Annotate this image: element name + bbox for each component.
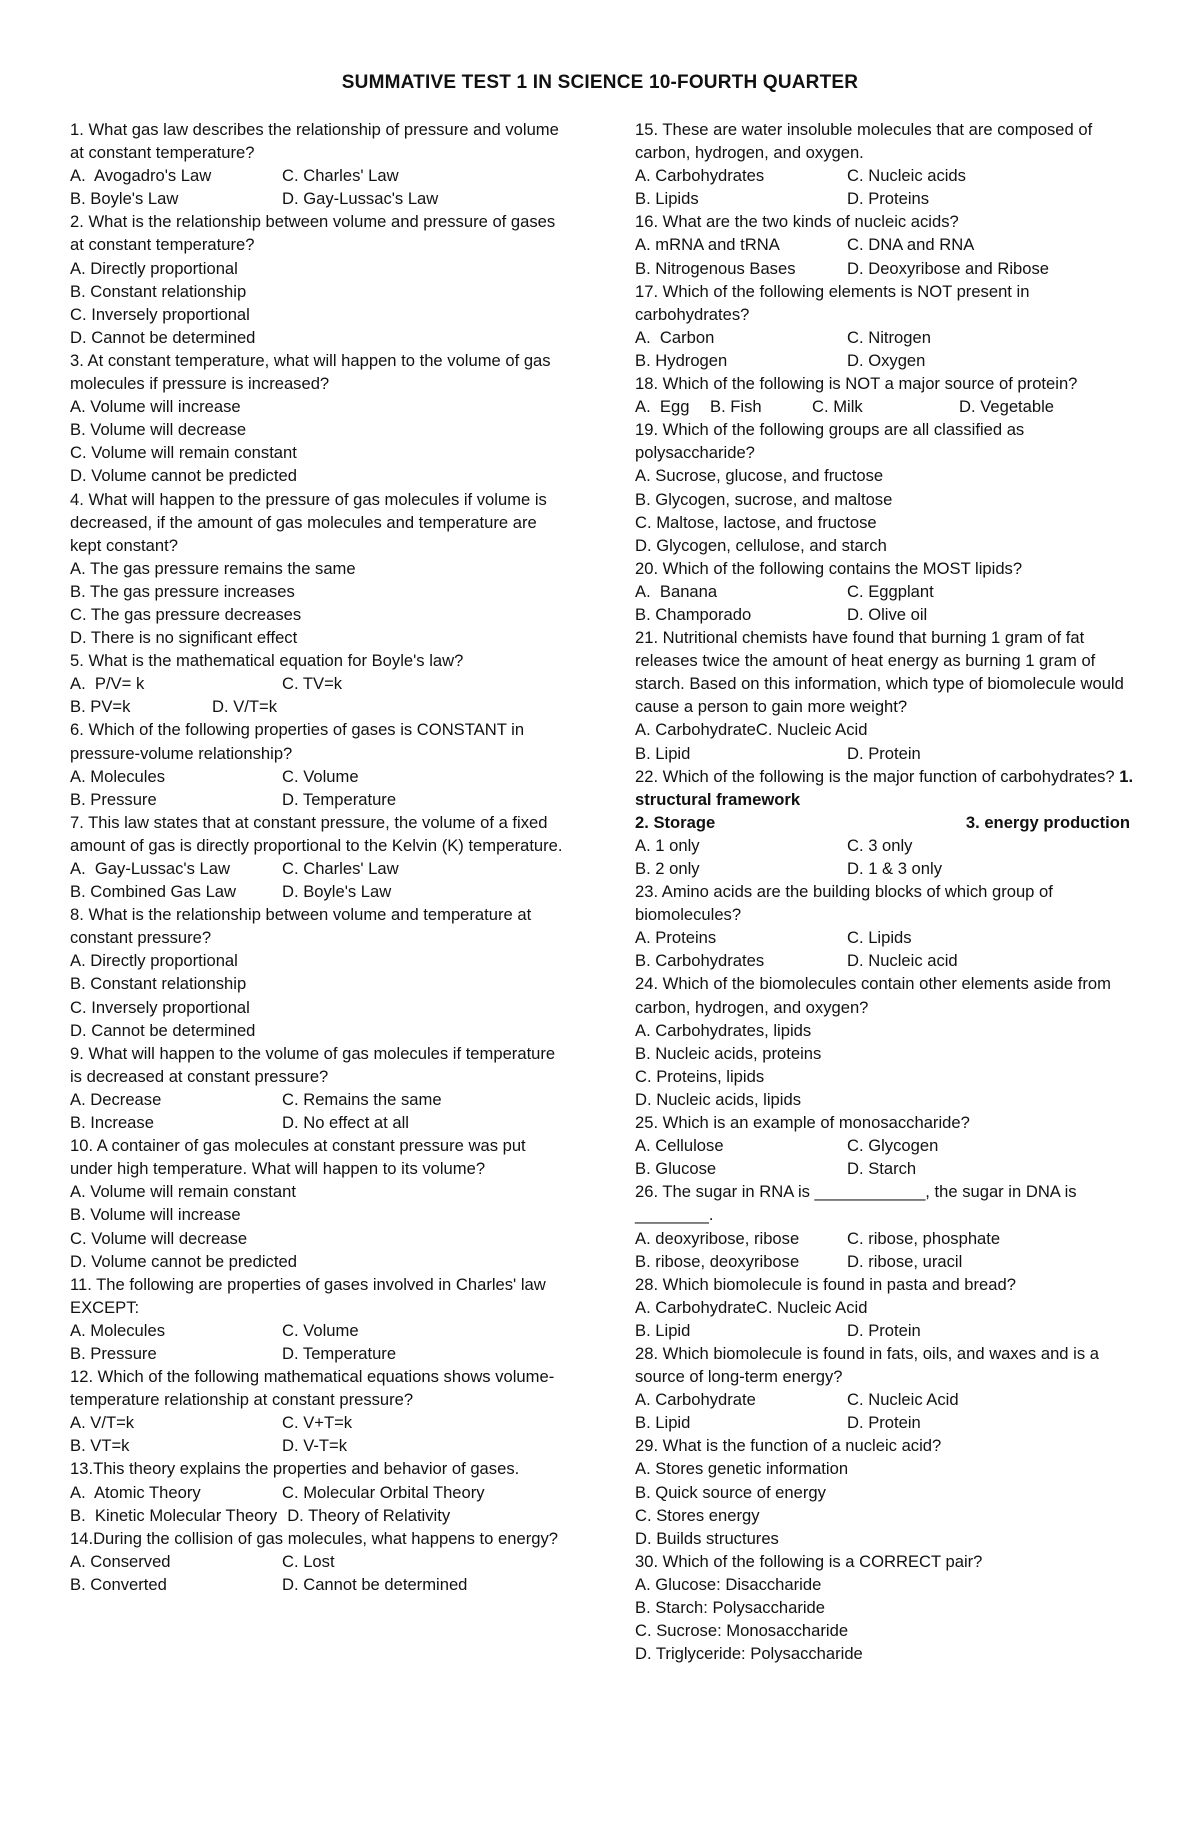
choice: A. Directly proportional xyxy=(70,258,238,278)
choice: D. Gay-Lussac's Law xyxy=(282,189,439,209)
choice: C. Maltose, lactose, and fructose xyxy=(635,512,877,532)
choice: D. Theory of Relativity xyxy=(287,1505,451,1525)
choice: D. Boyle's Law xyxy=(282,882,392,902)
choice: C. Stores energy xyxy=(635,1505,760,1525)
option-row xyxy=(70,880,570,903)
option-row xyxy=(635,949,1140,972)
question-text: 26. The sugar in RNA is ____________, the sugar in DNA is ________. xyxy=(635,1182,1077,1225)
choice: C. Inversely proportional xyxy=(70,997,250,1017)
choice: D. Deoxyribose and Ribose xyxy=(847,258,1049,278)
choice: 2. Storage xyxy=(635,812,716,832)
choice: A. Egg xyxy=(635,397,690,417)
option-row xyxy=(70,1550,570,1573)
choice: C. Volume xyxy=(282,1320,359,1340)
question-text: 20. Which of the following contains the MOST lipids? xyxy=(635,558,1023,578)
choice: B. Pressure xyxy=(70,1343,157,1363)
choice: B. Nitrogenous Bases xyxy=(635,258,796,278)
question-text: 24. Which of the biomolecules contain other elements aside from carbon, hydrogen, and oxygen? xyxy=(635,974,1111,1017)
choice: A. Carbon xyxy=(635,327,715,347)
choice: D. Glycogen, cellulose, and starch xyxy=(635,535,887,555)
choice: C. Glycogen xyxy=(847,1136,939,1156)
question-text: 3. At constant temperature, what will happen to the volume of gas molecules if pressure is increased? xyxy=(70,350,551,394)
choice: D. Vegetable xyxy=(959,397,1055,417)
choice: D. 1 & 3 only xyxy=(847,859,943,878)
option-row xyxy=(635,233,1140,256)
question-text: 14.During the collision of gas molecules, what happens to energy? xyxy=(70,1528,558,1548)
option-row xyxy=(635,926,1140,949)
option-row xyxy=(70,1504,570,1527)
choice: C. DNA and RNA xyxy=(847,235,975,255)
option-row xyxy=(70,187,570,210)
choice: A. Sucrose, glucose, and fructose xyxy=(635,466,884,486)
choice: D. ribose, uracil xyxy=(847,1251,963,1271)
choice: C. Nucleic Acid xyxy=(847,1390,959,1410)
choice: B. Constant relationship xyxy=(70,281,247,301)
choice: A. The gas pressure remains the same xyxy=(70,558,356,578)
choice: D. Temperature xyxy=(282,789,397,809)
option-row xyxy=(70,1088,570,1111)
choice: A. Atomic Theory xyxy=(70,1482,201,1502)
choice: C. Lost xyxy=(282,1551,335,1571)
option-row xyxy=(70,1573,570,1596)
choice: B. Constant relationship xyxy=(70,974,247,994)
choice: D. Starch xyxy=(847,1159,917,1179)
choice: D. Protein xyxy=(847,743,921,763)
option-row xyxy=(635,1157,1140,1180)
choice: B. Fish xyxy=(710,397,762,417)
choice: B. Glucose xyxy=(635,1159,717,1179)
choice: B. Carbohydrates xyxy=(635,951,765,971)
choice: C. Molecular Orbital Theory xyxy=(282,1482,485,1502)
option-row xyxy=(635,834,1140,857)
choice: B. ribose, deoxyribose xyxy=(635,1251,800,1271)
choice: B. PV=k xyxy=(70,697,131,717)
question-text: 5. What is the mathematical equation for Boyle's law? xyxy=(70,651,464,671)
choice: D. Cannot be determined xyxy=(70,327,256,347)
question-text: 30. Which of the following is a CORRECT pair? xyxy=(635,1551,983,1571)
choice: B. Glycogen, sucrose, and maltose xyxy=(635,489,893,509)
question-text: 2. What is the relationship between volume and pressure of gases at constant temperature? xyxy=(70,212,556,255)
choice: B. Converted xyxy=(70,1574,167,1594)
choice: B. The gas pressure increases xyxy=(70,581,295,601)
choice: D. Nucleic acid xyxy=(847,951,958,971)
option-row xyxy=(635,1411,1140,1434)
choice: B. 2 only xyxy=(635,859,700,878)
choice: D. Proteins xyxy=(847,189,930,209)
option-row xyxy=(635,1227,1140,1250)
question-text: 29. What is the function of a nucleic acid? xyxy=(635,1436,942,1456)
choice: B. Quick source of energy xyxy=(635,1482,826,1502)
choice: A. Conserved xyxy=(70,1551,171,1571)
choice: C. Charles' Law xyxy=(282,166,399,186)
question-text: 4. What will happen to the pressure of gas molecules if volume is decreased, if the amount of gas molecules and temperature are kept constant? xyxy=(70,489,547,555)
choice: D. No effect at all xyxy=(282,1113,409,1133)
choice: C. TV=k xyxy=(282,674,343,694)
choice: D. Protein xyxy=(847,1413,921,1433)
option-row xyxy=(70,1111,570,1134)
choice: C. Milk xyxy=(812,397,863,417)
option-row xyxy=(70,1434,570,1457)
choice: B. Combined Gas Law xyxy=(70,882,237,902)
choice: C. Nucleic acids xyxy=(847,166,966,186)
choice: C. Volume will decrease xyxy=(70,1228,248,1248)
choice: D. V/T=k xyxy=(212,697,278,717)
option-row xyxy=(635,395,1140,418)
choice: D. Olive oil xyxy=(847,604,928,624)
question-text: 10. A container of gas molecules at constant pressure was put under high temperature. What will happen to its volume? xyxy=(70,1136,526,1179)
option-row xyxy=(635,1319,1140,1342)
option-row xyxy=(70,672,570,695)
question-text: 28. Which biomolecule is found in fats, oils, and waxes and is a source of long-term energy? xyxy=(635,1343,1099,1387)
choice: D. Nucleic acids, lipids xyxy=(635,1089,801,1109)
choice: D. Cannot be determined xyxy=(282,1574,468,1594)
choice: D. Volume cannot be predicted xyxy=(70,1251,297,1271)
question-text: 25. Which is an example of monosaccharide? xyxy=(635,1113,970,1133)
choice: A. deoxyribose, ribose xyxy=(635,1228,800,1248)
choice: C. V+T=k xyxy=(282,1413,353,1433)
choice: B. VT=k xyxy=(70,1436,130,1456)
option-row xyxy=(70,164,570,187)
choice: C. Volume xyxy=(282,766,359,786)
choice: A. CarbohydrateC. Nucleic Acid xyxy=(635,720,868,740)
choice: D. There is no significant effect xyxy=(70,628,298,648)
choice: C. ribose, phosphate xyxy=(847,1228,1001,1248)
choice: C. The gas pressure decreases xyxy=(70,604,302,624)
choice: D. Protein xyxy=(847,1320,921,1340)
choice: A. Stores genetic information xyxy=(635,1459,849,1479)
option-row xyxy=(70,695,570,718)
choice: A. mRNA and tRNA xyxy=(635,235,780,255)
option-row xyxy=(70,765,570,788)
question-text: 16. What are the two kinds of nucleic acids? xyxy=(635,212,959,232)
option-row xyxy=(70,788,570,811)
question-text: 8. What is the relationship between volume and temperature at constant pressure? xyxy=(70,905,532,948)
choice: A. P/V= k xyxy=(70,674,145,694)
question-bold-option: 1. structural framework xyxy=(635,766,1134,809)
question-text: 9. What will happen to the volume of gas molecules if temperature is decreased at constant pressure? xyxy=(70,1043,556,1086)
question-text: 21. Nutritional chemists have found that burning 1 gram of fat releases twice the amount of heat energy as burning 1 gram of starch. Based on this information, which type of biomolecule would cause a person to gain more weight? xyxy=(635,628,1124,717)
left-column xyxy=(70,118,570,1596)
choice: B. Volume will increase xyxy=(70,1205,241,1225)
choice: B. Lipid xyxy=(635,743,691,763)
choice: A. Banana xyxy=(635,581,718,601)
option-row xyxy=(635,1388,1140,1411)
choice: C. Sucrose: Monosaccharide xyxy=(635,1621,849,1641)
question-text: 6. Which of the following properties of gases is CONSTANT in pressure-volume relationship? xyxy=(70,720,525,763)
choice: B. Nucleic acids, proteins xyxy=(635,1043,822,1063)
choice: B. Lipid xyxy=(635,1413,691,1433)
choice: A. V/T=k xyxy=(70,1413,135,1433)
choice: C. Lipids xyxy=(847,928,912,948)
choice: A. Volume will increase xyxy=(70,397,241,417)
option-row xyxy=(635,349,1140,372)
choice: B. Pressure xyxy=(70,789,157,809)
option-row xyxy=(70,1411,570,1434)
option-row xyxy=(635,326,1140,349)
question-text: 22. Which of the following is the major function of carbohydrates? 1. structural framework xyxy=(635,766,1134,809)
choice: A. Glucose: Disaccharide xyxy=(635,1574,822,1594)
question-text: 18. Which of the following is NOT a major source of protein? xyxy=(635,374,1078,394)
choice: A. 1 only xyxy=(635,835,700,855)
choice: B. Lipids xyxy=(635,189,699,209)
choice: D. Builds structures xyxy=(635,1528,779,1548)
choice: D. Temperature xyxy=(282,1343,397,1363)
question-text: 28. Which biomolecule is found in pasta and bread? xyxy=(635,1274,1016,1294)
choice: A. Proteins xyxy=(635,928,717,948)
choice: C. Charles' Law xyxy=(282,859,399,878)
question-text: 17. Which of the following elements is NOT present in carbohydrates? xyxy=(635,281,1030,324)
choice: C. Remains the same xyxy=(282,1089,442,1109)
choice: A. CarbohydrateC. Nucleic Acid xyxy=(635,1297,868,1317)
option-row xyxy=(635,742,1140,765)
choice: B. Boyle's Law xyxy=(70,189,179,209)
choice: C. Inversely proportional xyxy=(70,304,250,324)
question-text: 1. What gas law describes the relationship of pressure and volume at constant temperature? xyxy=(70,120,559,163)
choice: D. Cannot be determined xyxy=(70,1020,256,1040)
question-text: 12. Which of the following mathematical equations shows volume-temperature relationship at constant pressure? xyxy=(70,1367,555,1410)
question-text: 13.This theory explains the properties and behavior of gases. xyxy=(70,1459,520,1479)
choice: B. Kinetic Molecular Theory xyxy=(70,1505,278,1525)
question-text: 23. Amino acids are the building blocks of which group of biomolecules? xyxy=(635,882,1053,925)
option-row xyxy=(70,1342,570,1365)
choice: D. Triglyceride: Polysaccharide xyxy=(635,1644,863,1664)
choice: B. Hydrogen xyxy=(635,350,728,370)
choice: B. Champorado xyxy=(635,604,752,624)
option-row xyxy=(635,257,1140,280)
choice: C. Nitrogen xyxy=(847,327,931,347)
choice: A. Molecules xyxy=(70,1320,165,1340)
choice: D. Volume cannot be predicted xyxy=(70,466,297,486)
question-text: 11. The following are properties of gases involved in Charles' law EXCEPT: xyxy=(70,1274,546,1317)
choice: C. Volume will remain constant xyxy=(70,443,297,463)
choice: 3. energy production xyxy=(965,812,1130,832)
option-row xyxy=(635,1134,1140,1157)
choice: A. Avogadro's Law xyxy=(70,166,212,186)
option-row xyxy=(635,1250,1140,1273)
option-row xyxy=(635,857,1140,880)
option-row xyxy=(70,857,570,880)
choice: A. Carbohydrates, lipids xyxy=(635,1020,812,1040)
option-row xyxy=(70,1481,570,1504)
choice: C. Eggplant xyxy=(847,581,934,601)
choice: B. Increase xyxy=(70,1113,154,1133)
right-column xyxy=(635,118,1140,1665)
choice: A. Directly proportional xyxy=(70,951,238,971)
choice: A. Molecules xyxy=(70,766,165,786)
option-row xyxy=(635,187,1140,210)
question-text: 7. This law states that at constant pressure, the volume of a fixed amount of gas is directly proportional to the Kelvin (K) temperature. xyxy=(70,812,563,855)
choice: B. Starch: Polysaccharide xyxy=(635,1598,825,1617)
choice: D. Oxygen xyxy=(847,350,926,370)
choice: C. 3 only xyxy=(847,835,913,855)
choice: D. V-T=k xyxy=(282,1436,348,1456)
choice: B. Volume will decrease xyxy=(70,420,247,440)
question-text: 15. These are water insoluble molecules that are composed of carbon, hydrogen, and oxygen. xyxy=(635,120,1093,163)
page-title: SUMMATIVE TEST 1 IN SCIENCE 10-FOURTH QUARTER xyxy=(341,72,859,93)
question-text: 19. Which of the following groups are all classified as polysaccharide? xyxy=(635,420,1025,463)
option-row xyxy=(635,164,1140,187)
option-row xyxy=(635,603,1140,626)
choice: A. Decrease xyxy=(70,1089,162,1109)
option-row xyxy=(635,580,1140,603)
choice: A. Carbohydrate xyxy=(635,1390,756,1410)
option-row xyxy=(70,1319,570,1342)
choice: A. Gay-Lussac's Law xyxy=(70,859,230,878)
choice: A. Carbohydrates xyxy=(635,166,765,186)
choice: A. Cellulose xyxy=(635,1136,724,1156)
choice: A. Volume will remain constant xyxy=(70,1182,296,1202)
option-row xyxy=(635,811,1140,834)
choice: C. Proteins, lipids xyxy=(635,1066,765,1086)
choice: B. Lipid xyxy=(635,1320,691,1340)
